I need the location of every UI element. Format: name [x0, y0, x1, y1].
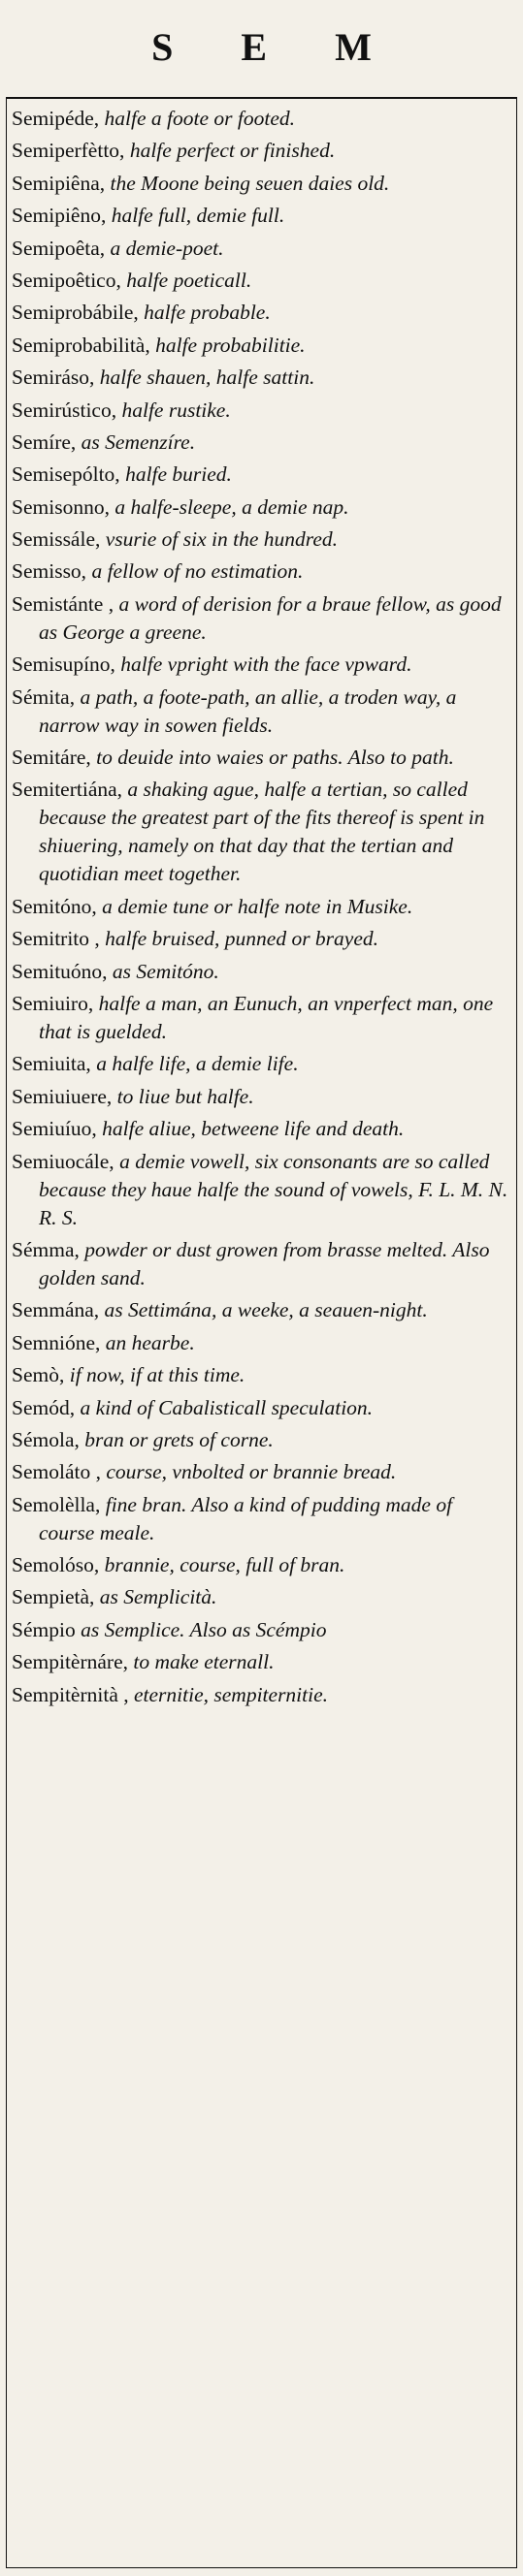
- entry-definition: as Semenzíre.: [81, 429, 196, 454]
- entry-headword: Semmána,: [12, 1298, 100, 1322]
- dictionary-entry: [12, 776, 511, 888]
- entry-definition: halfe rustike.: [121, 398, 231, 422]
- dictionary-entry: [12, 1616, 511, 1644]
- entry-definition: a demie tune or halfe note in Musike.: [102, 894, 413, 918]
- entry-headword: Sempietà,: [12, 1585, 95, 1609]
- entry-definition: a halfe life, a demie life.: [96, 1052, 299, 1076]
- dictionary-entry: [12, 397, 511, 425]
- top-rule: [6, 97, 517, 99]
- dictionary-entry: [12, 1236, 511, 1292]
- entry-headword: Semisso,: [12, 559, 87, 584]
- dictionary-entry: [12, 1296, 511, 1324]
- entry-definition: halfe a man, an Eunuch, an vnperfect man, one that is guelded.: [39, 991, 494, 1043]
- entry-definition: as Semitóno.: [112, 959, 219, 983]
- entry-definition: as Semplice. Also as Scémpio: [81, 1617, 327, 1641]
- dictionary-entry: [12, 1491, 511, 1547]
- dictionary-entry: [12, 1426, 511, 1454]
- dictionary-entry: [12, 590, 511, 647]
- entry-definition: halfe probable.: [144, 301, 271, 325]
- entry-definition: the Moone being seuen daies old.: [110, 171, 390, 195]
- entry-headword: Sémma,: [12, 1237, 80, 1261]
- entry-definition: halfe vpright with the face vpward.: [120, 652, 412, 677]
- dictionary-entry: [12, 1083, 511, 1111]
- entry-definition: brannie, course, full of bran.: [104, 1553, 345, 1577]
- entry-headword: Semisepólto,: [12, 462, 120, 487]
- entry-headword: Semipiêna,: [12, 171, 106, 195]
- dictionary-entry: [12, 684, 511, 740]
- entry-headword: Semiperfètto,: [12, 139, 125, 163]
- entry-definition: halfe bruised, punned or brayed.: [105, 927, 379, 951]
- entry-definition: halfe perfect or finished.: [129, 139, 336, 163]
- entry-definition: vsurie of six in the hundred.: [105, 527, 339, 552]
- dictionary-entry: [12, 332, 511, 360]
- entry-list: [12, 105, 511, 1713]
- entry-definition: to make eternall.: [133, 1650, 275, 1674]
- entry-definition: bran or grets of corne.: [84, 1427, 274, 1451]
- entry-headword: Semiuiuere,: [12, 1084, 113, 1108]
- entry-definition: as Settimána, a weeke, a seauen-night.: [104, 1298, 428, 1322]
- dictionary-entry: [12, 493, 511, 522]
- entry-definition: halfe aliue, betweene life and death.: [102, 1117, 405, 1141]
- entry-headword: Sémita,: [12, 684, 76, 709]
- entry-headword: Semirústico,: [12, 398, 117, 422]
- right-column-rule: [516, 97, 517, 2567]
- entry-definition: course, vnbolted or brannie bread.: [106, 1460, 397, 1484]
- dictionary-entry: [12, 1148, 511, 1232]
- entry-definition: to deuide into waies or paths. Also to path.: [96, 746, 454, 770]
- entry-headword: Semoláto ,: [12, 1460, 101, 1484]
- entry-headword: Semipiêno,: [12, 204, 107, 228]
- dictionary-entry: [12, 170, 511, 198]
- entry-definition: an hearbe.: [105, 1330, 195, 1354]
- entry-headword: Semíre,: [12, 429, 77, 454]
- entry-headword: Semiuíuo,: [12, 1117, 97, 1141]
- entry-headword: Semiuita,: [12, 1052, 91, 1076]
- dictionary-entry: [12, 1583, 511, 1611]
- entry-headword: Semolèlla,: [12, 1492, 101, 1516]
- entry-headword: Semiráso,: [12, 366, 95, 390]
- entry-headword: Semisupíno,: [12, 652, 115, 677]
- entry-headword: Semissále,: [12, 527, 101, 552]
- dictionary-entry: [12, 1458, 511, 1486]
- entry-headword: Semiprobabilità,: [12, 333, 150, 357]
- dictionary-entry: [12, 429, 511, 457]
- dictionary-entry: [12, 958, 511, 986]
- entry-definition: a path, a foote-path, an allie, a troden way, a narrow way in sowen fields.: [39, 684, 457, 737]
- dictionary-entry: [12, 299, 511, 327]
- dictionary-entry: [12, 461, 511, 489]
- entry-definition: halfe probabilitie.: [155, 333, 306, 357]
- dictionary-entry: [12, 137, 511, 165]
- entry-definition: to liue but halfe.: [116, 1084, 254, 1108]
- dictionary-entry: [12, 1681, 511, 1709]
- dictionary-entry: [12, 925, 511, 953]
- left-column-rule: [6, 97, 7, 2567]
- entry-headword: Semitóno,: [12, 894, 97, 918]
- entry-definition: a halfe-sleepe, a demie nap.: [114, 494, 349, 519]
- dictionary-entry: [12, 1551, 511, 1579]
- dictionary-entry: [12, 1361, 511, 1389]
- dictionary-entry: [12, 202, 511, 230]
- entry-definition: as Semplicità.: [99, 1585, 217, 1609]
- dictionary-entry: [12, 1115, 511, 1143]
- entry-definition: halfe shauen, halfe sattin.: [99, 366, 315, 390]
- entry-headword: Semisonno,: [12, 494, 110, 519]
- entry-definition: a kind of Cabalisticall speculation.: [80, 1395, 374, 1419]
- entry-definition: a shaking ague, halfe a tertian, so called because the greatest part of the fits thereof is spent in shiuering, namely on that day that the tertian and quotidian meet together.: [39, 778, 485, 886]
- entry-definition: if now, if at this time.: [69, 1363, 245, 1387]
- entry-headword: Semò,: [12, 1363, 65, 1387]
- entry-headword: Semitrito ,: [12, 927, 100, 951]
- dictionary-entry: [12, 1329, 511, 1357]
- dictionary-entry: [12, 893, 511, 921]
- entry-headword: Semipéde,: [12, 107, 100, 130]
- entry-definition: halfe poeticall.: [126, 268, 252, 292]
- entry-definition: halfe buried.: [125, 462, 232, 487]
- entry-headword: Semituóno,: [12, 959, 108, 983]
- entry-headword: Semistánte ,: [12, 591, 114, 616]
- entry-definition: a fellow of no estimation.: [91, 559, 304, 584]
- running-head: [0, 0, 523, 93]
- dictionary-entry: [12, 267, 511, 295]
- entry-headword: Semolóso,: [12, 1553, 100, 1577]
- entry-definition: fine bran. Also a kind of pudding made of course meale.: [39, 1492, 453, 1544]
- dictionary-entry: [12, 235, 511, 263]
- entry-headword: Semipoêta,: [12, 236, 106, 260]
- running-head-text: S E M: [151, 24, 401, 69]
- dictionary-entry: [12, 1394, 511, 1422]
- entry-headword: Semiuiro,: [12, 991, 94, 1015]
- entry-headword: Sémpio: [12, 1617, 76, 1641]
- dictionary-entry: [12, 364, 511, 392]
- entry-definition: halfe a foote or footed.: [104, 107, 296, 130]
- entry-headword: Semipoêtico,: [12, 268, 121, 292]
- entry-definition: a word of derision for a braue fellow, as good as George a greene.: [39, 591, 502, 644]
- entry-definition: a demie-poet.: [110, 236, 224, 260]
- dictionary-entry: [12, 1648, 511, 1676]
- entry-headword: Semiprobábile,: [12, 301, 139, 325]
- dictionary-entry: [12, 744, 511, 772]
- dictionary-entry: [12, 651, 511, 679]
- entry-definition: halfe full, demie full.: [111, 204, 285, 228]
- entry-headword: Sempitèrnáre,: [12, 1650, 128, 1674]
- entry-headword: Semitertiána,: [12, 778, 123, 802]
- dictionary-entry: [12, 990, 511, 1046]
- dictionary-entry: [12, 105, 511, 133]
- dictionary-entry: [12, 557, 511, 586]
- entry-definition: a demie vowell, six consonants are so called because they haue halfe the sound of vowels, F. L. M. N. R. S.: [39, 1149, 508, 1229]
- dictionary-entry: [12, 525, 511, 554]
- entry-definition: powder or dust growen from brasse melted. Also golden sand.: [39, 1237, 490, 1289]
- entry-headword: Sempitèrnità ,: [12, 1682, 129, 1706]
- entry-headword: Sémola,: [12, 1427, 80, 1451]
- bottom-rule: [6, 2567, 517, 2568]
- entry-headword: Semitáre,: [12, 746, 91, 770]
- dictionary-entry: [12, 1050, 511, 1078]
- entry-headword: Semiuocále,: [12, 1149, 114, 1173]
- entry-definition: eternitie, sempiternitie.: [134, 1682, 329, 1706]
- entry-headword: Semnióne,: [12, 1330, 101, 1354]
- entry-headword: Semód,: [12, 1395, 76, 1419]
